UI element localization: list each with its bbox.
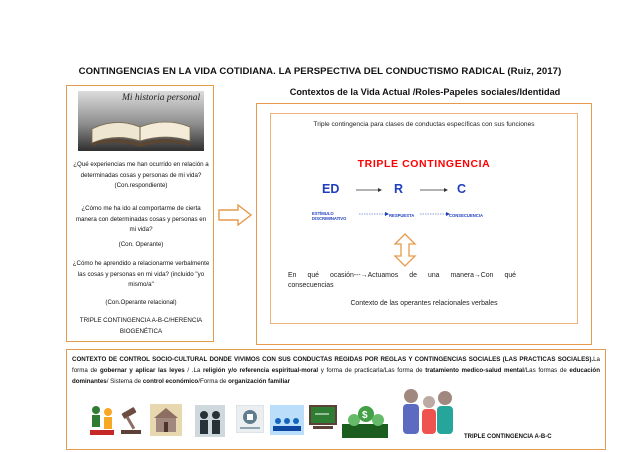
sociocultural-text — [72, 354, 600, 387]
question-relational: ¿Cómo he aprendido a relacionarme verbalmente las cosas y personas en mi vida? (incluido "yo mismo/a" — [72, 260, 210, 288]
page-title: CONTINGENCIAS EN LA VIDA COTIDIANA. LA PERSPECTIVA DEL CONDUCTISMO RADICAL (Ruiz, 2017) — [78, 66, 562, 77]
operant-tag: (Con. Operante) — [118, 241, 164, 248]
double-arrow-icon — [393, 233, 417, 267]
txt-6: y forma de practicarla/Las forma de — [318, 367, 426, 374]
txt-family: organización familiar — [228, 378, 291, 385]
relational-tag: (Con.Operante relacional) — [105, 299, 177, 306]
txt-laws: gobernar y aplicar las leyes — [99, 367, 185, 374]
chalkboard-icon — [309, 404, 337, 432]
contexts-title: Contextos de la Vida Actual /Roles-Papeles sociales/Identidad — [289, 87, 561, 97]
txt-education: educación dominantes — [72, 367, 600, 385]
context-operants: Contexto de las operantes relacionales verbales — [350, 300, 498, 307]
tc-arrows — [344, 186, 494, 194]
txt-8: /Las formas de — [524, 367, 570, 374]
c-description: CONSECUENCIA — [449, 213, 483, 218]
question-respondent: ¿Qué experiencias me han ocurrido en relación a determinadas cosas y personas de mi vida? (Con.respondiente) — [73, 161, 209, 189]
ed-description: ESTÍMULO DISCRIMINATIVO — [312, 211, 347, 221]
people-puzzle-icon — [88, 402, 116, 438]
images-caption: TRIPLE CONTINGENCIA A-B-C — [464, 434, 552, 440]
svg-text:$: $ — [362, 410, 368, 421]
sociocultural-heading: CONTEXTO DE CONTROL SOCIO-CULTURAL DONDE VIVIMOS CON SUS CONDUCTAS REGIDAS POR REGLAS Y CONTINGENCIAS SOCIALES (LAS PRACTICAS SOCIALES). — [72, 356, 594, 363]
family-icon — [397, 384, 459, 440]
tc-description: Triple contingencia para clases de conductas específicas con sus funciones — [313, 121, 535, 128]
context-line2: consecuencias — [288, 282, 334, 289]
txt-2: La forma de — [72, 356, 600, 374]
mental-health-icon — [236, 405, 264, 433]
c-label: C — [457, 182, 467, 196]
r-c-arrow — [419, 211, 451, 217]
justice-gavel-icon — [119, 404, 143, 436]
r-description: RESPUESTA — [389, 213, 415, 218]
ed-label: ED — [322, 182, 340, 196]
txt-economic: control económico — [142, 378, 199, 385]
txt-religion: religión y/o referencia espiritual-moral — [202, 367, 319, 374]
txt-10: / Sistema de — [106, 378, 143, 385]
ed-r-arrow — [358, 211, 390, 217]
txt-12: /Forma de — [198, 378, 229, 385]
right-arrow-icon — [218, 204, 252, 226]
tc-heading: TRIPLE CONTINGENCIA — [357, 158, 491, 170]
question-operant: ¿Cómo me ha ido al comportarme de cierta manera con determinadas cosas y personas en mi vida? — [75, 205, 207, 233]
context-line1: En qué ocasión---→Actuamos de una manera→Con qué — [288, 272, 516, 279]
r-label: R — [394, 182, 404, 196]
txt-health: tratamiento medico-salud mental — [425, 367, 525, 374]
silhouettes-icon — [195, 405, 225, 437]
left-footer: TRIPLE CONTINGENCIA A-B-C/HERENCIA BIOGENÉTICA — [79, 317, 203, 335]
religion-temple-icon — [150, 404, 182, 436]
txt-4: / .La — [184, 367, 203, 374]
classroom-icon — [270, 405, 304, 435]
image-title: Mi historia personal — [122, 93, 201, 103]
book-image — [78, 91, 204, 151]
money-plant-icon — [342, 400, 388, 438]
